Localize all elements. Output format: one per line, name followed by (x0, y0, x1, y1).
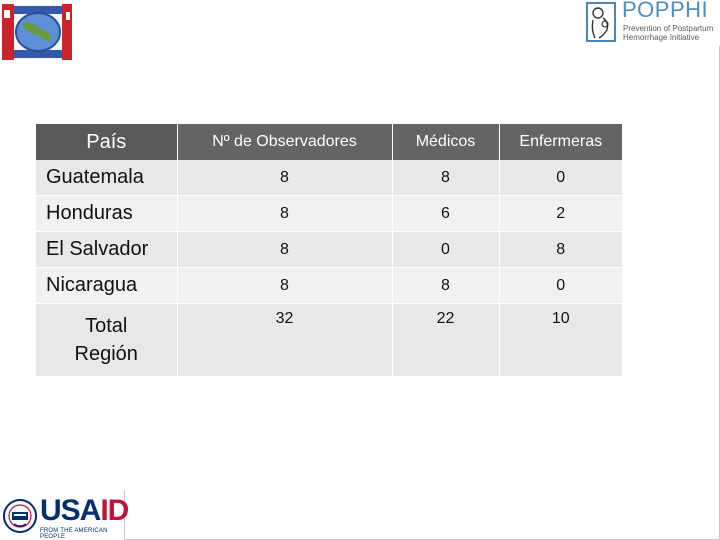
central-america-map-icon (0, 0, 76, 64)
usaid-logo (0, 490, 129, 540)
doctors-cell: 8 (392, 268, 499, 304)
observers-cell: 8 (177, 232, 392, 268)
usaid-seal-icon (2, 492, 38, 538)
total-label-cell (36, 304, 177, 377)
country-cell: Nicaragua (36, 268, 177, 304)
nurses-cell: 0 (499, 160, 622, 196)
total-doctors-cell: 22 (392, 304, 499, 377)
nurses-cell: 8 (499, 232, 622, 268)
observers-table (36, 124, 622, 377)
table-total-row (36, 304, 622, 377)
header-doctors: Médicos (392, 124, 499, 160)
nurses-cell: 0 (499, 268, 622, 304)
total-observers-cell: 32 (177, 304, 392, 377)
popphi-subtitle-line1: Prevention of Postpartum (623, 24, 714, 33)
popphi-emblem (586, 2, 616, 42)
observers-cell: 8 (177, 160, 392, 196)
table-header-row (36, 124, 622, 160)
table-row (36, 160, 622, 196)
total-label-line1: Total (85, 315, 128, 337)
nurses-cell: 2 (499, 196, 622, 232)
header-nurses: Enfermeras (499, 124, 622, 160)
country-cell: El Salvador (36, 232, 177, 268)
table-row (36, 232, 622, 268)
popphi-subtitle (623, 24, 720, 42)
header-observers: Nº de Observadores (177, 124, 392, 160)
usaid-wordmark-blue: USA (40, 494, 101, 527)
central-america-logo (0, 0, 76, 64)
popphi-subtitle-line2: Hemorrhage Initiative (623, 33, 700, 42)
total-label-line2: Región (74, 343, 138, 365)
usaid-wordmark (40, 494, 128, 528)
observers-cell: 8 (177, 196, 392, 232)
doctors-cell: 8 (392, 160, 499, 196)
popphi-mother-child-icon (589, 6, 613, 40)
country-cell: Honduras (36, 196, 177, 232)
doctors-cell: 6 (392, 196, 499, 232)
popphi-title: POPPHI (622, 0, 709, 22)
total-nurses-cell: 10 (499, 304, 622, 377)
usaid-tagline: FROM THE AMERICAN PEOPLE (40, 528, 108, 540)
observers-cell: 8 (177, 268, 392, 304)
doctors-cell: 0 (392, 232, 499, 268)
popphi-logo (584, 0, 720, 46)
country-cell: Guatemala (36, 160, 177, 196)
table-row (36, 196, 622, 232)
table-row (36, 268, 622, 304)
header-country: País (36, 124, 177, 160)
usaid-wordmark-red: ID (100, 494, 129, 527)
